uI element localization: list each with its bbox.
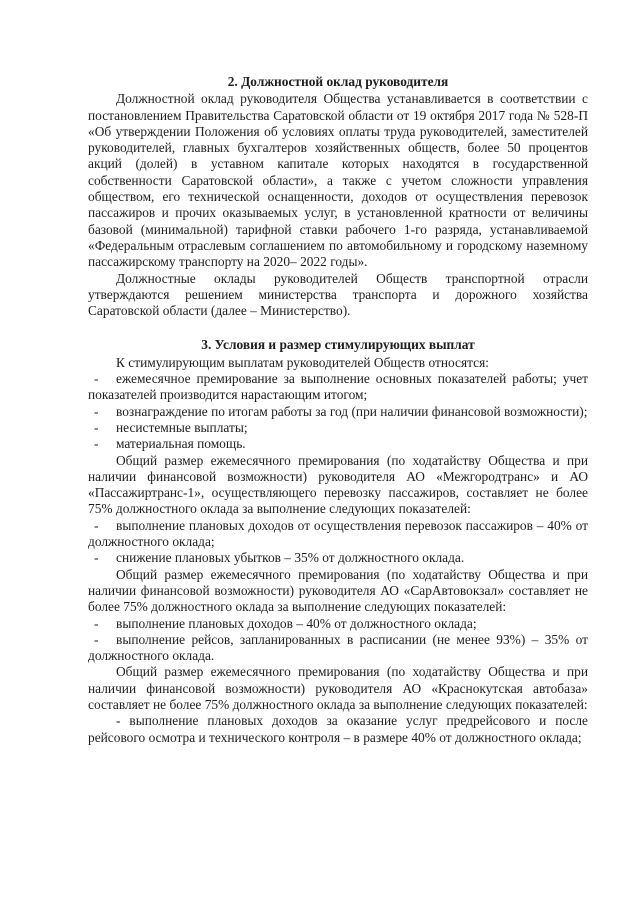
section-2-paragraph-2: Должностные оклады руководителей Обществ транспортной отрасли утверждаются решением министерства транспорта и дорожного хозяйства Саратовской области (далее – Министерство). (88, 270, 588, 319)
list-item: - выполнение плановых доходов – 40% от должностного оклада; (94, 615, 477, 631)
dash-marker: - (94, 615, 99, 631)
list-item: - несистемные выплаты; (94, 419, 248, 435)
list-item: - материальная помощь. (94, 436, 246, 452)
list-item: - ежемесячное премирование за выполнение основных показателей работы; учет показателей производится нарастающим итогом; (88, 371, 588, 403)
paragraph-krasnokutskaya: Общий размер ежемесячного премирования (по ходатайству Общества и при наличии финансовой возможности) руководителя АО «Краснокутская автобаза» составляет не более 75% должностного оклада за выполнение следующих показателей: (88, 664, 588, 712)
list-item: - вознаграждение по итогам работы за год (при наличии финансовой возможности); (94, 403, 588, 419)
section-3-intro: К стимулирующим выплатам руководителей Обществ относятся: (116, 354, 489, 370)
dash-marker: - (94, 517, 99, 533)
dash-marker: - (94, 419, 99, 435)
document-page (88, 74, 588, 746)
dash-marker: - (94, 371, 99, 387)
section-2-paragraph-1: Должностной оклад руководителя Общества устанавливается в соответствии с постановлением Правительства Саратовской области от 19 октября 2017 года № 528-П «Об утверждении Положения об условиях оплаты труда руководителей, заместителей руководителей, главных бухгалтеров хозяйственных обществ, более 50 процентов акций (долей) в уставном капитале которых находятся в государственной собственности Саратовской области», а также с учетом сложности управления обществом, его технической оснащенности, доходов от осуществления перевозок пассажиров и прочих оказываемых услуг, в установленной кратности от величины базовой (минимальной) тарифной ставки рабочего 1-го разряда, устанавливаемой «Федеральным отраслевым соглашением по автомобильному и городскому наземному пассажирскому транспорту на 2020– 2022 годы». (88, 91, 588, 270)
dash-marker: - (94, 550, 99, 566)
dash-marker: - (94, 631, 99, 647)
paragraph-mezhgorodtrans: Общий размер ежемесячного премирования (по ходатайству Общества и при наличии финансовой возможности) руководителя АО «Межгородтранс» и АО «Пассажиртранс-1», осуществляющего перевозку пассажиров, составляет не более 75% должностного оклада за выполнение следующих показателей: (88, 452, 588, 517)
list-item-last: - выполнение плановых доходов за оказание услуг предрейсового и после рейсового осмотра и технического контроля – в размере 40% от должностного оклада; (88, 713, 588, 745)
section-3-heading: 3. Условия и размер стимулирующих выплат (201, 337, 475, 353)
list-item: - выполнение плановых доходов от осуществления перевозок пассажиров – 40% от должностного оклада; (88, 517, 588, 550)
list-item: - выполнение рейсов, запланированных в расписании (не менее 93%) – 35% от должностного оклада. (88, 631, 588, 664)
list-item: - снижение плановых убытков – 35% от должностного оклада. (94, 550, 465, 566)
dash-marker: - (94, 436, 99, 452)
section-2-heading: 2. Должностной оклад руководителя (227, 74, 449, 89)
paragraph-saravtovokzal: Общий размер ежемесячного премирования (по ходатайству Общества и при наличии финансовой возможности) руководителя АО «СарАвтовокзал» составляет не более 75% должностного оклада за выполнение следующих показателей: (88, 566, 588, 615)
dash-marker: - (94, 403, 99, 419)
